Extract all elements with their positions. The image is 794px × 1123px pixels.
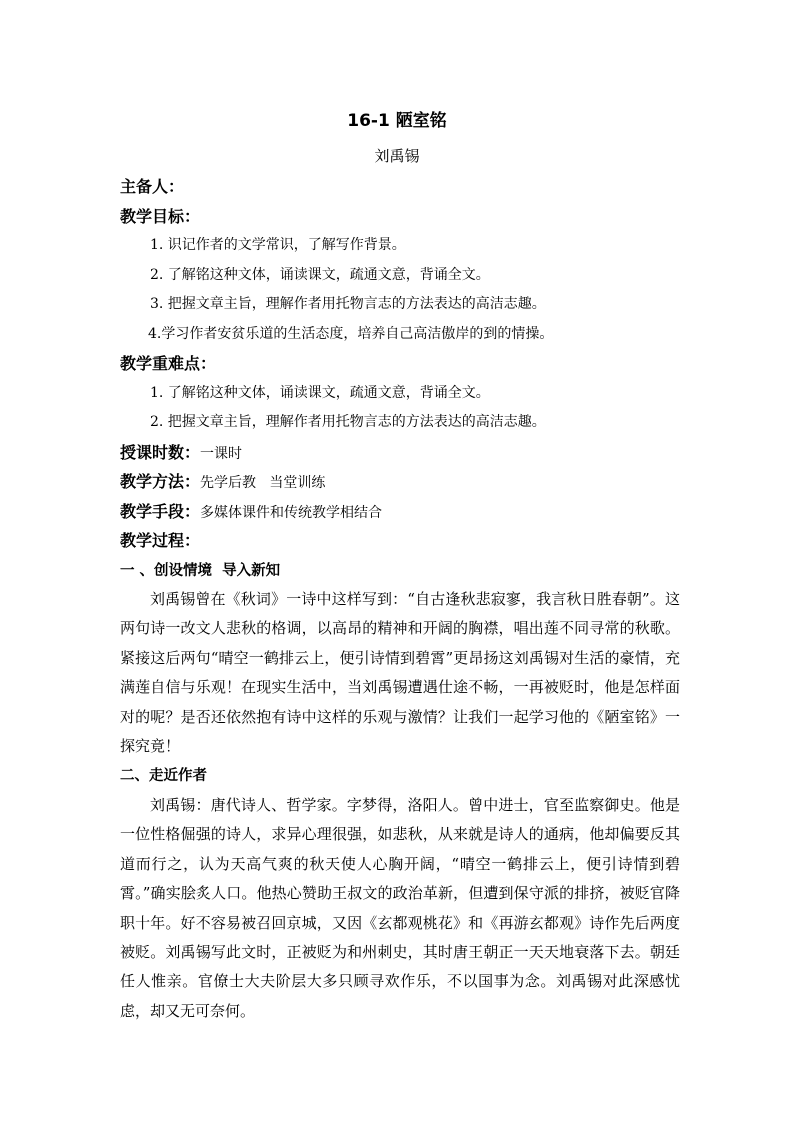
document-title: 16-1 陋室铭 — [347, 111, 447, 131]
objective-item-2: 2. 了解铭这种文体，诵读课文，疏通文意，背诵全文。 — [150, 266, 490, 283]
key-point-item-2: 2. 把握文章主旨，理解作者用托物言志的方法表达的高洁志趣。 — [150, 414, 546, 430]
objectives-heading — [120, 202, 680, 232]
means-label: 教学手段： — [120, 501, 201, 521]
objective-item-3: 3. 把握文章主旨，理解作者用托物言志的方法表达的高洁志趣。 — [150, 296, 546, 312]
hours-value: 一课时 — [200, 445, 243, 462]
key-point-item-1: 1. 了解铭这种文体，诵读课文，疏通文意，背诵全文。 — [150, 384, 490, 401]
means-row — [120, 497, 680, 527]
hours-label: 授课时数： — [120, 442, 201, 462]
methods-label: 教学方法： — [120, 472, 201, 491]
section-1-paragraph: 刘禹锡曾在《秋词》一诗中这样写到：“自古逢秋悲寂寥，我言秋日胜春朝”。这两句诗一改文人悲秋的格调，以高昂的精神和开阔的胸襟，唱出莲不同寻常的秋歌。紧接这后两句“晴空一鹤排云上，便引诗情到碧霄”更昂扬这刘禹锡对生活的豪情，充满莲自信与乐观！在现实生活中，当刘禹锡遭遇仕途不畅，一再被贬时，他是怎样面对的呢？是否还依然抱有诗中这样的乐观与激情？让我们一起学习他的《陋室铭》一探究竟！ — [120, 590, 680, 756]
process-heading — [120, 526, 680, 556]
author-name: 刘禹锡 — [374, 147, 420, 165]
means-value: 多媒体课件和传统教学相结合 — [200, 504, 383, 521]
key-points-heading — [120, 349, 680, 379]
section-2-heading: 二、走近作者 — [120, 767, 207, 785]
methods-row — [120, 467, 680, 497]
section-1-heading: 一 、创设情境 导入新知 — [120, 561, 281, 579]
key-points-label: 教学重难点： — [120, 354, 217, 373]
lesson-plan-body — [120, 172, 680, 1026]
objectives-label: 教学目标： — [120, 206, 201, 226]
preparer-heading — [120, 172, 680, 202]
hours-row — [120, 438, 680, 468]
section-2-paragraph: 刘禹锡：唐代诗人、哲学家。字梦得，洛阳人。曾中进士，官至监察御史。他是一位性格倔强的诗人，求异心理很强，如悲秋，从来就是诗人的通病，他却偏要反其道而行之，认为天高气爽的秋天使人心胸开阔，“晴空一鹤排云上，便引诗情到碧霄。”确实脍炙人口。他热心赞助王叔文的政治革新，但遭到保守派的排挤，被贬官降职十年。好不容易被召回京城，又因《玄都观桃花》和《再游玄都观》诗作先后两度被贬。刘禹锡写此文时，正被贬为和州刺史，其时唐王朝正一天天地衰落下去。朝廷任人惟亲。官僚士大夫阶层大多只顾寻欢作乐，不以国事为念。刘禹锡对此深感忧虑，却又无可奈何。 — [120, 795, 680, 1020]
process-label: 教学过程： — [120, 531, 201, 550]
objective-item-1: 1. 识记作者的文学常识，了解写作背景。 — [150, 237, 406, 253]
objective-item-4: 4.学习作者安贫乐道的生活态度，培养自己高洁傲岸的到的情操。 — [148, 325, 554, 342]
methods-value: 先学后教 当堂训练 — [200, 475, 326, 491]
preparer-label: 主备人： — [120, 177, 185, 196]
